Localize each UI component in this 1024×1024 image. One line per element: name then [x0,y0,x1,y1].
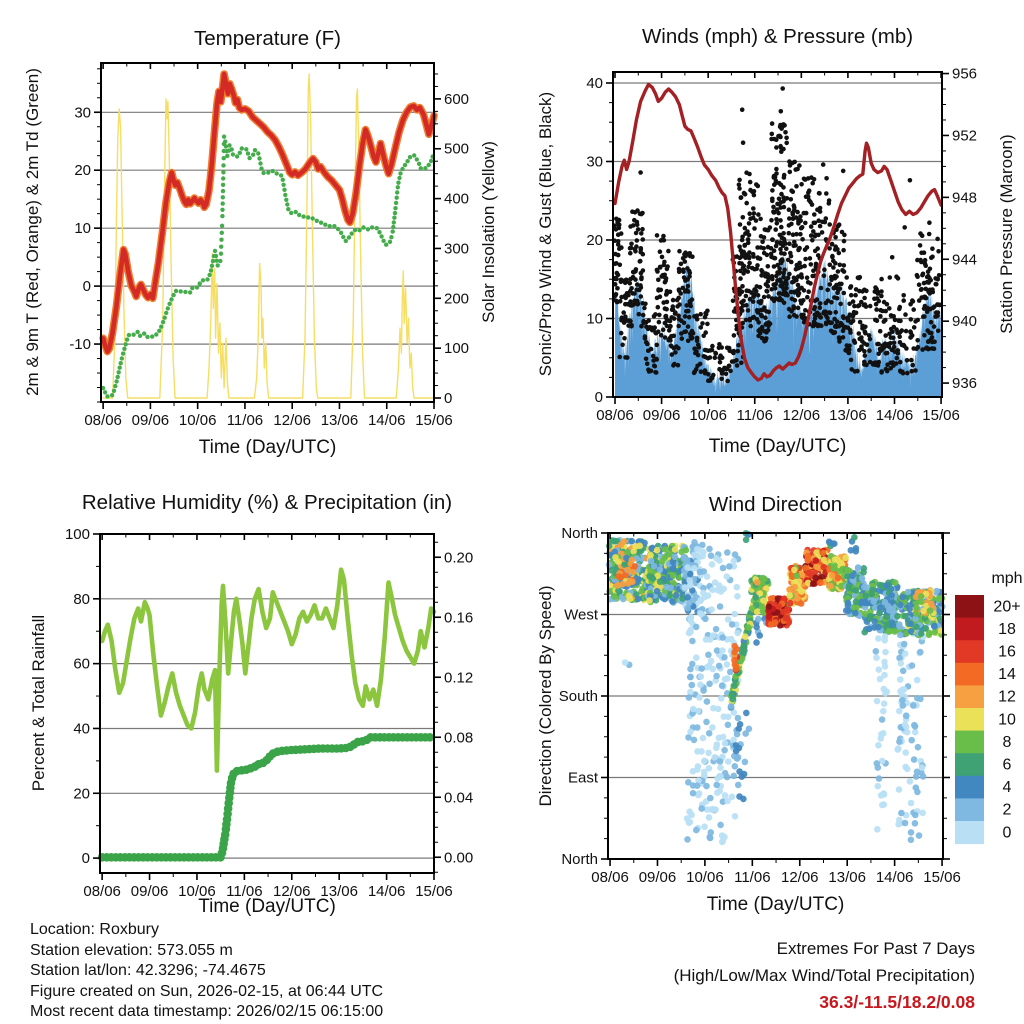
svg-text:12/06: 12/06 [273,412,311,429]
svg-text:20+: 20+ [993,598,1021,616]
svg-text:0.04: 0.04 [444,789,474,807]
svg-text:0.12: 0.12 [444,669,474,687]
svg-text:0: 0 [81,850,90,868]
svg-text:60: 60 [73,655,90,673]
svg-text:11/06: 11/06 [734,869,771,886]
svg-text:14/06: 14/06 [367,412,406,429]
svg-text:14/06: 14/06 [875,869,914,886]
svg-text:12: 12 [998,688,1016,706]
svg-text:11/06: 11/06 [226,883,263,900]
svg-text:08/06: 08/06 [591,869,629,886]
svg-text:12/06: 12/06 [782,407,821,424]
extremes-block [600,935,975,1016]
svg-text:09/06: 09/06 [130,883,169,900]
svg-text:09/06: 09/06 [642,407,681,424]
svg-text:936: 936 [952,375,978,393]
svg-text:100: 100 [64,526,90,543]
svg-text:11/06: 11/06 [736,407,773,424]
svg-text:08/06: 08/06 [84,412,122,429]
svg-text:10: 10 [74,220,91,238]
solar-right-axis-label: Solar Insolation (Yellow) [479,141,498,323]
svg-text:8: 8 [1002,733,1012,751]
svg-text:12/06: 12/06 [272,883,311,900]
svg-text:15/06: 15/06 [923,869,961,886]
svg-text:600: 600 [444,90,470,108]
svg-text:10: 10 [586,310,603,328]
svg-text:09/06: 09/06 [131,412,170,429]
humidity-x-axis-label: Time (Day/UTC) [198,896,336,917]
svg-text:400: 400 [444,190,470,208]
station-elevation: Station elevation: 573.055 m [30,941,233,959]
svg-text:mph: mph [991,570,1023,587]
svg-text:30: 30 [586,153,603,171]
svg-text:13/06: 13/06 [829,407,867,424]
svg-text:West: West [564,606,598,624]
svg-text:15/06: 15/06 [415,412,453,429]
svg-text:40: 40 [586,74,603,92]
extremes-subtitle: (High/Low/Max Wind/Total Precipitation) [673,966,975,985]
temperature-left-axis-label: 2m & 9m T (Red, Orange) & 2m Td (Green) [23,68,42,396]
svg-text:0.08: 0.08 [444,729,474,747]
svg-text:500: 500 [444,140,470,158]
svg-text:948: 948 [952,189,978,207]
humidity-precip-title: Relative Humidity (%) & Precipitation (in) [81,491,453,514]
station-location: Location: Roxbury [30,921,159,938]
extremes-title: Extremes For Past 7 Days [776,939,975,958]
svg-text:0.20: 0.20 [444,549,474,567]
svg-text:0.16: 0.16 [444,609,474,627]
svg-text:0.00: 0.00 [444,849,474,867]
svg-text:30: 30 [74,104,91,122]
svg-text:0: 0 [444,390,453,408]
svg-text:14/06: 14/06 [367,883,406,900]
svg-text:10: 10 [998,711,1016,729]
winds-x-axis-label: Time (Day/UTC) [708,436,847,457]
svg-text:6: 6 [1002,756,1012,774]
svg-text:0: 0 [1002,824,1012,842]
svg-text:200: 200 [444,290,470,308]
svg-text:08/06: 08/06 [596,407,634,424]
wind-left-axis-label: Sonic/Prop Wind & Gust (Blue, Black) [536,91,555,377]
svg-text:13/06: 13/06 [828,869,866,886]
svg-text:13/06: 13/06 [320,883,358,900]
direction-left-axis-label: Direction (Colored By Speed) [536,585,555,807]
svg-text:11/06: 11/06 [226,412,264,429]
data-timestamp: Most recent data timestamp: 2026/02/15 06:15:00 [30,1003,384,1021]
svg-text:15/06: 15/06 [922,407,960,424]
svg-text:2: 2 [1002,801,1012,819]
svg-text:13/06: 13/06 [320,412,359,429]
svg-text:South: South [558,688,598,705]
svg-text:12/06: 12/06 [780,869,819,886]
svg-text:10/06: 10/06 [178,412,217,429]
svg-text:956: 956 [952,65,978,83]
svg-text:15/06: 15/06 [415,883,453,900]
svg-text:944: 944 [952,251,978,269]
svg-text:East: East [567,769,598,787]
svg-text:10/06: 10/06 [178,883,216,900]
temperature-x-axis-label: Time (Day/UTC) [198,437,337,458]
humidity-left-axis-label: Percent & Total Rainfall [29,614,48,792]
svg-text:10/06: 10/06 [686,869,724,886]
svg-text:14: 14 [998,666,1016,684]
station-info [30,920,383,1023]
svg-text:40: 40 [73,720,90,738]
svg-text:16: 16 [998,643,1016,661]
svg-text:952: 952 [952,127,978,145]
svg-text:-10: -10 [69,336,91,354]
svg-text:940: 940 [952,313,978,331]
winds-pressure-title: Winds (mph) & Pressure (mb) [641,25,914,48]
temperature-title: Temperature (F) [194,27,341,50]
station-latlon: Station lat/lon: 42.3296; -74.4675 [30,962,266,980]
figure-created: Figure created on Sun, 2026-02-15, at 06:44 UTC [30,982,384,1000]
svg-text:09/06: 09/06 [638,869,677,886]
pressure-right-axis-label: Station Pressure (Maroon) [997,134,1016,334]
extremes-values: 36.3/-11.5/18.2/0.08 [819,992,975,1012]
svg-text:08/06: 08/06 [83,883,121,900]
svg-text:14/06: 14/06 [875,407,914,424]
svg-text:20: 20 [586,231,603,249]
svg-text:North: North [561,851,598,868]
svg-text:100: 100 [444,340,470,358]
svg-text:0: 0 [594,389,603,406]
svg-text:20: 20 [74,162,91,180]
wind-direction-title: Wind Direction [708,493,843,516]
svg-text:0: 0 [82,278,91,296]
svg-text:20: 20 [73,785,90,803]
svg-text:80: 80 [73,590,90,608]
svg-text:10/06: 10/06 [689,407,727,424]
svg-text:North: North [561,525,598,542]
svg-text:4: 4 [1002,779,1012,797]
svg-text:300: 300 [444,240,470,258]
svg-text:18: 18 [998,620,1016,638]
wind-direction-x-axis-label: Time (Day/UTC) [706,894,845,915]
